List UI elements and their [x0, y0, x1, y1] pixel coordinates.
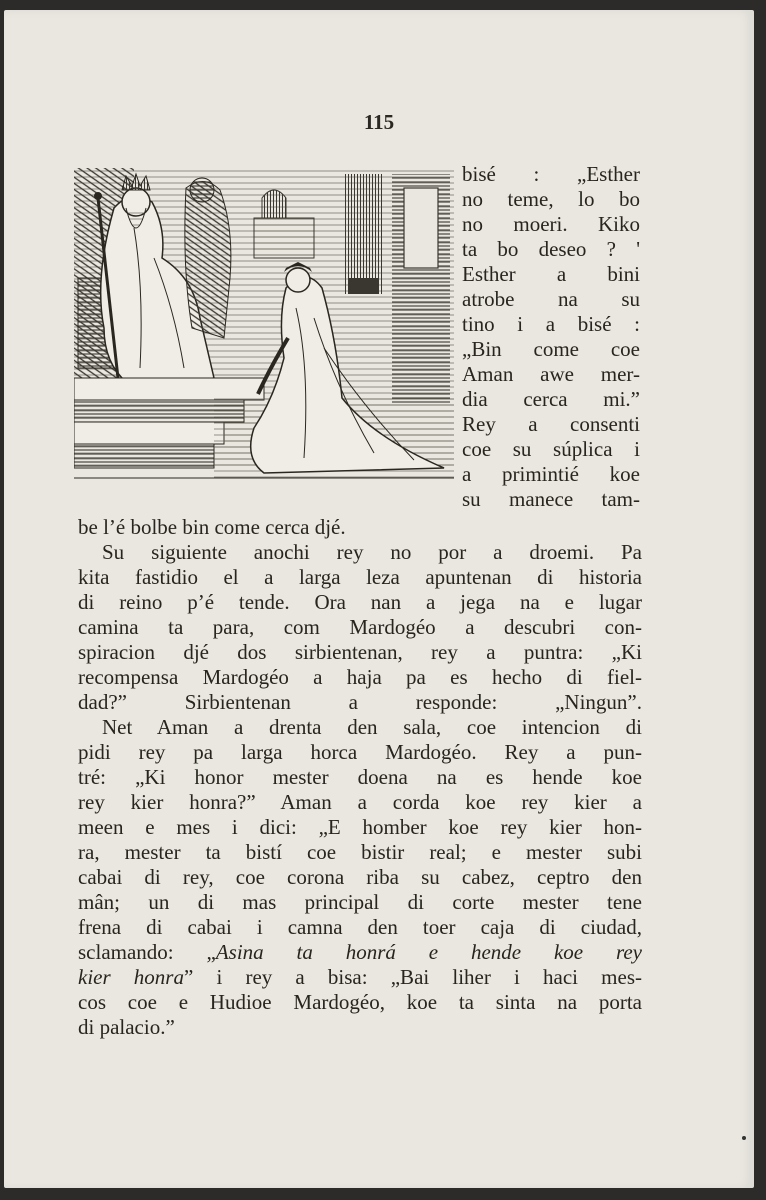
text-line: recompensa Mardogéo a haja pa es hecho di fiel- — [78, 665, 642, 689]
text-span: sclamando: „ — [78, 940, 216, 964]
text-line: meen e mes i dici: „E homber koe rey kier hon- — [78, 815, 642, 839]
text-line: di palacio.” — [78, 1015, 175, 1039]
text-line: Esther a bini — [462, 262, 640, 286]
text-line: ta bo deseo ? ' — [462, 237, 640, 261]
italic-phrase: kier honra — [78, 965, 184, 989]
text-line: cos coe e Hudioe Mardogéo, koe ta sinta na porta — [78, 990, 642, 1014]
page-number: 115 — [363, 110, 395, 134]
text-line: spiracion djé dos sirbientenan, rey a puntra: „Ki — [78, 640, 642, 664]
text-line: mân; un di mas principal di corte mester tene — [78, 890, 642, 914]
text-line: su manece tam- — [462, 487, 640, 511]
text-line: kita fastidio el a larga leza apuntenan di historia — [78, 565, 642, 589]
text-line-with-italic — [78, 940, 642, 965]
text-line: atrobe na su — [462, 287, 640, 311]
italic-phrase: Asina ta honrá e hende koe rey — [215, 940, 642, 964]
text-line: no moeri. Kiko — [462, 212, 640, 236]
text-line: bisé : „Esther — [462, 162, 640, 186]
text-line: frena di cabai i camna den toer caja di ciudad, — [78, 915, 642, 939]
text-line: camina ta para, com Mardogéo a descubri con- — [78, 615, 642, 639]
text-line: Aman awe mer- — [462, 362, 640, 386]
text-line: ra, mester ta bistí coe bistir real; e mester subi — [78, 840, 642, 864]
paragraph-first-line: Net Aman a drenta den sala, coe intencion di — [102, 715, 642, 739]
text-line: coe su súplica i — [462, 437, 640, 461]
text-line: be l’é bolbe bin come cerca djé. — [78, 515, 346, 539]
text-line: tré: „Ki honor mester doena na es hende koe — [78, 765, 642, 789]
text-line: cabai di rey, coe corona riba su cabez, ceptro den — [78, 865, 642, 889]
text-line: dia cerca mi.” — [462, 387, 640, 411]
text-line-with-italic — [78, 965, 642, 990]
text-line: dad?” Sirbientenan a responde: „Ningun”. — [78, 690, 642, 714]
text-line: no teme, lo bo — [462, 187, 640, 211]
text-line: tino i a bisé : — [462, 312, 640, 336]
page-mark — [742, 1136, 746, 1140]
text-line: di reino p’é tende. Ora nan a jega na e lugar — [78, 590, 642, 614]
text-line: Rey a consenti — [462, 412, 640, 436]
text-line: pidi rey pa larga horca Mardogéo. Rey a pun- — [78, 740, 642, 764]
text-line: rey kier honra?” Aman a corda koe rey kier a — [78, 790, 642, 814]
text-line: „Bin come coe — [462, 337, 640, 361]
text-line: a primintié koe — [462, 462, 640, 486]
engraving-illustration — [74, 168, 454, 504]
text-span: ” i rey a bisa: „Bai liher i haci mes- — [183, 965, 642, 989]
paragraph-first-line: Su siguiente anochi rey no por a droemi. Pa — [102, 540, 642, 564]
book-page — [4, 10, 754, 1188]
